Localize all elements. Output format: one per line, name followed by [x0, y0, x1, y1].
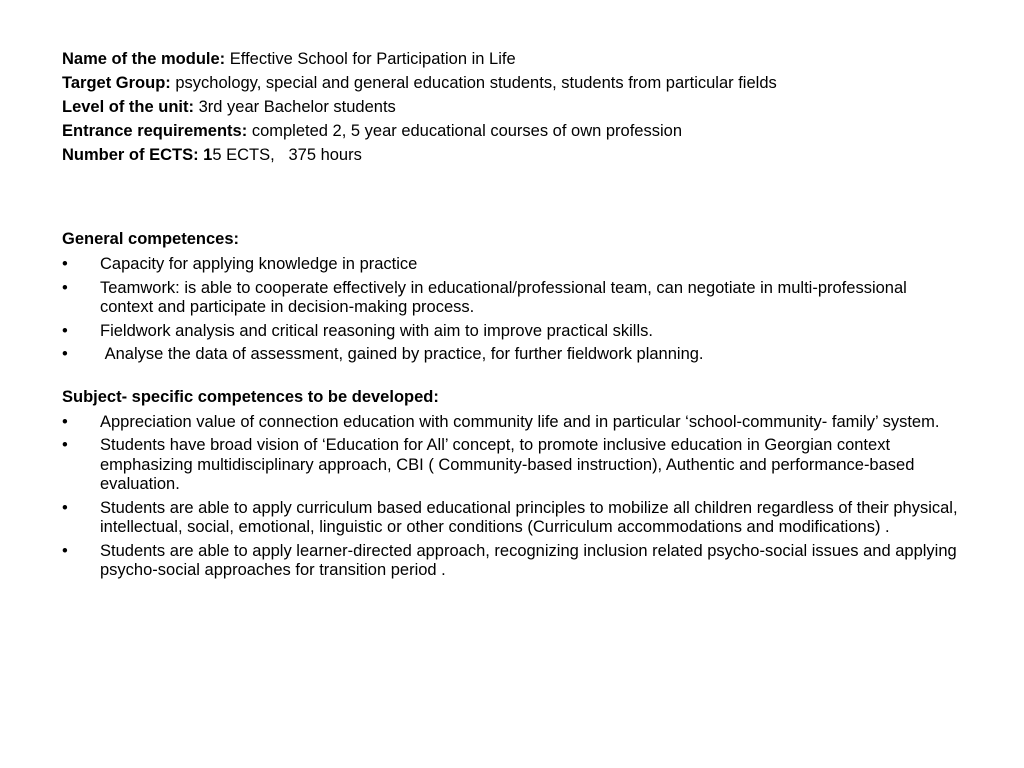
list-item-text: Appreciation value of connection education with community life and in particular ‘school-community- family’ system. [100, 412, 940, 431]
bullet-icon: • [62, 278, 68, 297]
general-competences-title: General competences: [62, 230, 239, 248]
list-item [62, 279, 962, 318]
general-competences-list [62, 255, 962, 365]
list-item [62, 413, 962, 433]
unit-level-label: Level of the unit: [62, 98, 194, 116]
list-item-text: Capacity for applying knowledge in practice [100, 255, 418, 273]
ects-value: 5 ECTS, 375 hours [212, 146, 362, 164]
module-name-value: Effective School for Participation in Life [229, 50, 516, 68]
bullet-icon: • [62, 498, 68, 517]
list-item [62, 255, 962, 275]
list-item-text: Fieldwork analysis and critical reasoning with aim to improve practical skills. [100, 321, 653, 340]
list-item [62, 322, 962, 342]
list-item-text: Students are able to apply learner-directed approach, recognizing inclusion related psycho-social issues and applying psycho-social approaches for transition period . [100, 541, 957, 579]
unit-level-line [62, 95, 962, 119]
list-item [62, 436, 962, 495]
target-group-label: Target Group: [62, 74, 171, 92]
bullet-icon: • [62, 412, 68, 431]
list-item-text: Analyse the data of assessment, gained by practice, for further fieldwork planning. [100, 345, 704, 363]
bullet-icon: • [62, 541, 68, 560]
list-item-text: Teamwork: is able to cooperate effectively in educational/professional team, can negotiate in multi-professional context and participate in decision-making process. [100, 278, 907, 316]
list-item [62, 499, 962, 538]
entrance-requirements-line [62, 119, 962, 143]
target-group-line [62, 71, 962, 95]
general-competences-section [62, 227, 962, 365]
bullet-icon: • [62, 436, 68, 454]
subject-competences-section [62, 385, 962, 581]
list-item-text: Students have broad vision of ‘Education for All’ concept, to promote inclusive education in Georgian context emphasizing multidisciplinary approach, CBI ( Community-based instruction), Authentic and performance-based evaluation. [100, 436, 915, 493]
subject-competences-list [62, 413, 962, 581]
document-page [62, 47, 962, 581]
list-item [62, 345, 962, 365]
entrance-requirements-value: completed 2, 5 year educational courses of own profession [251, 122, 682, 140]
bullet-icon: • [62, 345, 68, 363]
subject-competences-title: Subject- specific competences to be developed: [62, 387, 439, 406]
ects-label: Number of ECTS: 1 [62, 146, 213, 164]
module-name-label: Name of the module: [62, 50, 226, 68]
ects-line [62, 143, 962, 167]
bullet-icon: • [62, 255, 68, 273]
target-group-value: psychology, special and general education students, students from particular fields [175, 74, 777, 92]
list-item [62, 542, 962, 581]
entrance-requirements-label: Entrance requirements: [62, 122, 248, 140]
bullet-icon: • [62, 321, 68, 340]
module-name-line [62, 47, 962, 71]
list-item-text: Students are able to apply curriculum based educational principles to mobilize all children regardless of their physical, intellectual, social, emotional, linguistic or other conditions (Curriculum accommodations and modifications) . [100, 498, 958, 536]
unit-level-value: 3rd year Bachelor students [198, 98, 396, 116]
